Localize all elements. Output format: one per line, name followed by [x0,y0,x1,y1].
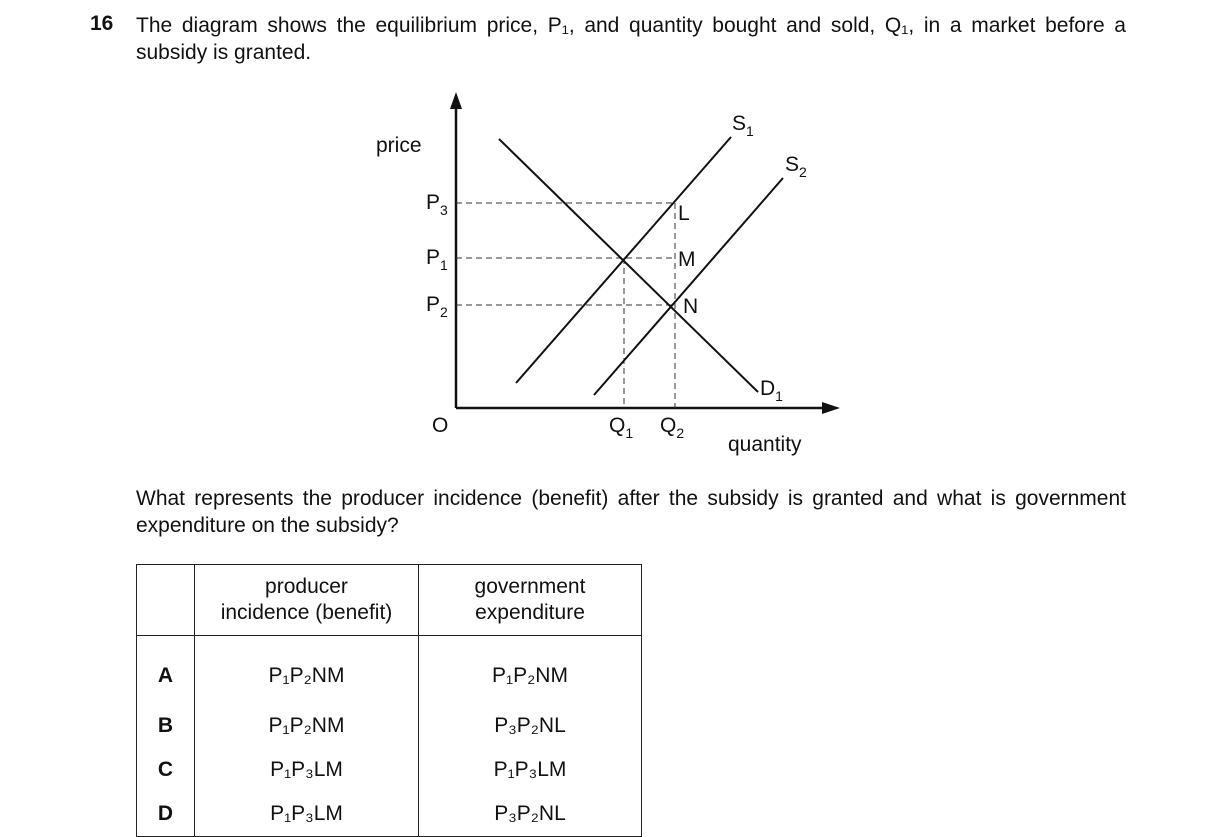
point-label-m: M [678,248,696,271]
y-axis-arrow-icon [450,92,462,109]
x-axis-label: quantity [728,433,802,456]
quantity-label-q1: $Q_1$ [609,414,634,441]
header-producer-incidence [195,565,419,636]
option-government-value: P₃P₂NL [419,792,642,837]
answer-options-table [136,564,642,837]
header-producer-line2: incidence (benefit) [220,601,393,624]
option-letter: A [137,636,195,705]
option-producer-value: P₁P₂NM [195,704,419,748]
option-letter: B [137,704,195,748]
table-row[interactable] [137,748,642,792]
price-label-p3: $P_3$ [426,191,448,218]
option-government-value: P₃P₂NL [419,704,642,748]
y-axis-label: price [376,134,422,157]
question-prompt: What represents the producer incidence (benefit) after the subsidy is granted and what is government expenditure on the subsidy? [136,487,1126,537]
header-gov-line1: government [474,575,586,598]
question-intro: The diagram shows the equilibrium price, P₁, and quantity bought and sold, Q₁, in a market before a subsidy is granted. [136,14,1126,64]
header-blank-cell [137,565,195,636]
question-number: 16 [90,12,114,35]
header-producer-line1: producer [265,575,348,598]
table-row[interactable] [137,636,642,705]
option-government-value: P₁P₂NM [419,636,642,705]
curve-label-s1: $S_1$ [732,112,754,139]
header-government-expenditure [419,565,642,636]
origin-label: O [432,414,449,437]
point-label-n: N [683,295,699,318]
quantity-label-q2: $Q_2$ [660,414,685,441]
option-letter: D [137,792,195,837]
option-government-value: P₁P₃LM [419,748,642,792]
price-label-p2: $P_2$ [426,293,448,320]
point-label-l: L [678,202,690,225]
option-producer-value: P₁P₃LM [195,748,419,792]
table-row[interactable] [137,792,642,837]
x-axis-arrow-icon [822,402,840,414]
table-row[interactable] [137,704,642,748]
curve-label-s2: $S_2$ [785,153,807,180]
option-producer-value: P₁P₂NM [195,636,419,705]
header-gov-line2: expenditure [475,601,585,624]
option-letter: C [137,748,195,792]
curve-label-d1: $D_1$ [760,377,783,404]
supply-curve-s1 [516,137,731,383]
table-header-row [137,565,642,636]
price-label-p1: $P_1$ [426,246,448,273]
option-producer-value: P₁P₃LM [195,792,419,837]
